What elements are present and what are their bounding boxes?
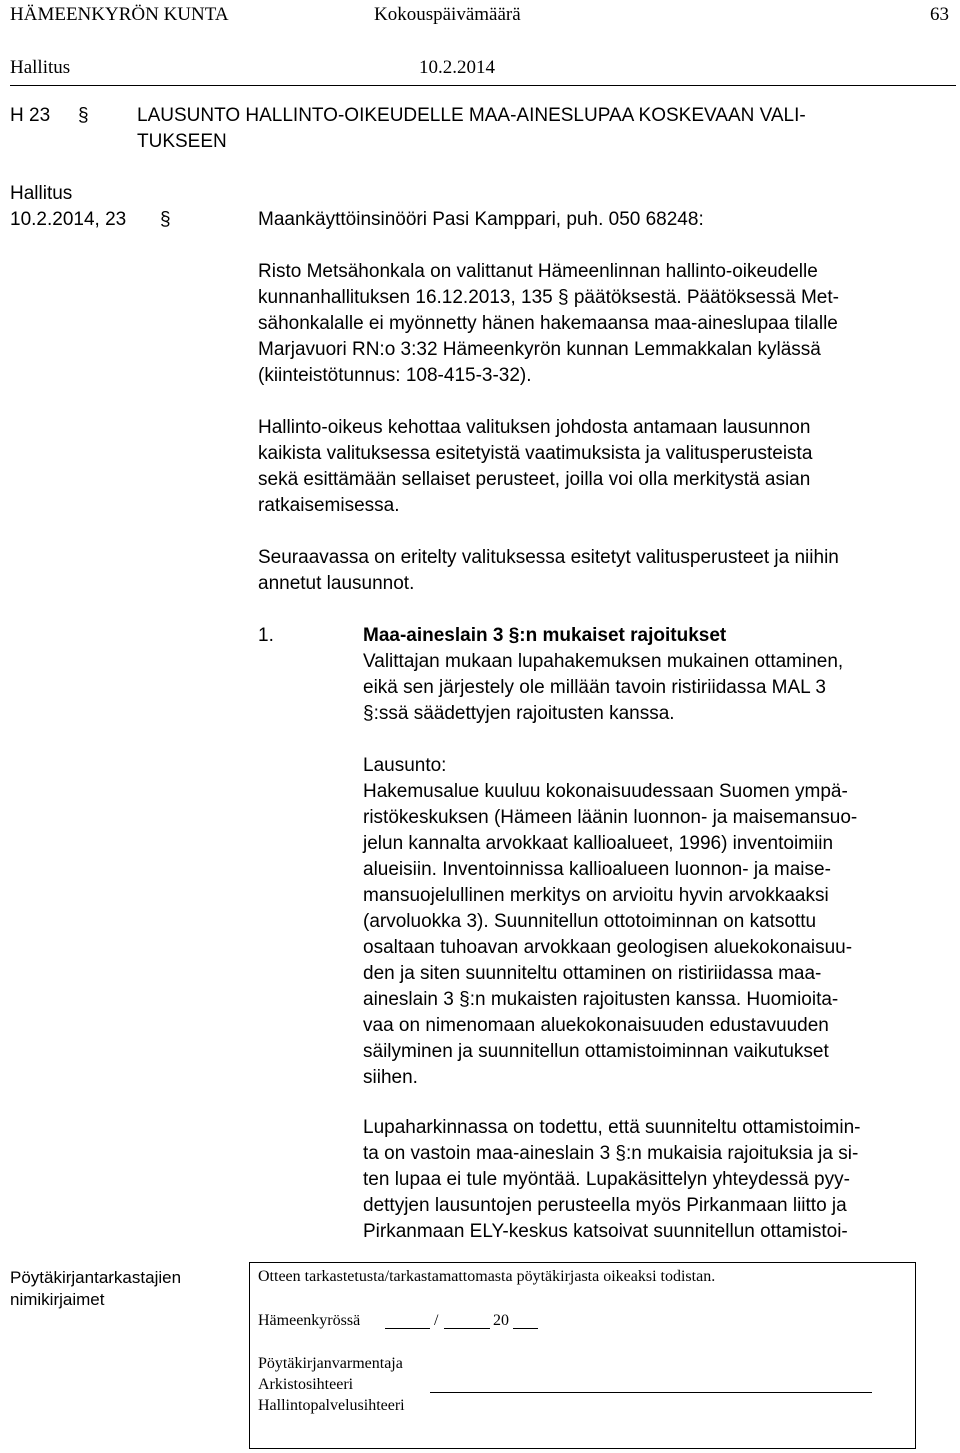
- meeting-date-label: Kokouspäivämäärä: [374, 4, 521, 25]
- section-number: 1.: [258, 625, 274, 646]
- text-line: (arvoluokka 3). Suunnitellun ottotoiminnan on katsottu: [363, 911, 817, 932]
- text-line: den ja siten suunniteltu ottaminen on ristiriidassa maa-: [363, 963, 822, 984]
- statement-text: [363, 779, 857, 1091]
- section-heading: Maa-aineslain 3 §:n mukaiset rajoitukset: [363, 625, 727, 646]
- footer-label-line1: Pöytäkirjantarkastajien: [10, 1268, 182, 1287]
- text-line: Lupaharkinnassa on todettu, että suunniteltu ottamistoimin-: [363, 1117, 861, 1138]
- text-line: Hallinto-oikeus kehottaa valituksen johdosta antamaan lausunnon: [258, 417, 811, 438]
- preparer: Maankäyttöinsinööri Pasi Kamppari, puh. 050 68248:: [258, 209, 704, 230]
- date-slash: /: [434, 1312, 439, 1329]
- year-prefix: 20: [493, 1312, 509, 1329]
- place-label: Hämeenkyrössä: [258, 1312, 361, 1329]
- paragraph-court-request: [258, 415, 812, 519]
- page-number: 63: [930, 4, 949, 25]
- meta-reference: 10.2.2014, 23: [10, 209, 127, 230]
- text-line: §:ssä säädettyjen rajoitusten kanssa.: [363, 703, 675, 724]
- section-claim: [363, 649, 843, 727]
- text-line: ten lupaa ei tule myöntää. Lupakäsittelyn yhteydessä pyy-: [363, 1169, 850, 1190]
- text-line: kunnanhallituksen 16.12.2013, 135 § päätöksestä. Päätöksessä Met-: [258, 287, 839, 308]
- text-line: Seuraavassa on eritelty valituksessa esitetyt valitusperusteet ja niihin: [258, 547, 839, 568]
- item-title-line2: TUKSEEN: [137, 131, 227, 152]
- month-blank-line: [444, 1328, 490, 1329]
- text-line: osaltaan tuhoavan arvokkaan geologisen aluekokonaisuu-: [363, 937, 853, 958]
- text-line: mansuojelullinen merkitys on arvioitu hyvin arvokkaaksi: [363, 885, 829, 906]
- text-line: sähonkalalle ei myönnetty hänen hakemaansa maa-aineslupaa tilalle: [258, 313, 838, 334]
- municipality-name: HÄMEENKYRÖN KUNTA: [10, 4, 229, 25]
- signer-title-1: Pöytäkirjanvarmentaja: [258, 1355, 403, 1372]
- text-line: Pirkanmaan ELY-keskus katsoivat suunnitellun ottamistoi-: [363, 1221, 848, 1242]
- item-code: H 23: [10, 105, 51, 126]
- text-line: Risto Metsähonkala on valittanut Hämeenlinnan hallinto-oikeudelle: [258, 261, 818, 282]
- text-line: säilyminen ja suunnitellun ottamistoiminnan vaikutukset: [363, 1041, 829, 1062]
- item-title-line1: LAUSUNTO HALLINTO-OIKEUDELLE MAA-AINESLUPAA KOSKEVAAN VALI-: [137, 105, 806, 126]
- text-line: Hakemusalue kuuluu kokonaisuudessaan Suomen ympä-: [363, 781, 848, 802]
- text-line: ristökeskuksen (Hämeen läänin luonnon- ja maisemansuo-: [363, 807, 858, 828]
- text-line: Marjavuori RN:o 3:32 Hämeenkyrön kunnan Lemmakkalan kylässä: [258, 339, 821, 360]
- day-blank-line: [385, 1328, 430, 1329]
- text-line: alueisiin. Inventoinnissa kallioalueen luonnon- ja maise-: [363, 859, 831, 880]
- signature-line: [430, 1392, 872, 1393]
- text-line: (kiinteistötunnus: 108-415-3-32).: [258, 365, 532, 386]
- meta-body: Hallitus: [10, 183, 73, 204]
- signer-title-3: Hallintopalvelusihteeri: [258, 1397, 405, 1414]
- text-line: sekä esittämään sellaiset perusteet, joilla voi olla merkitystä asian: [258, 469, 811, 490]
- section-sign-icon: §: [160, 209, 171, 230]
- text-line: dettyjen lausuntojen perusteella myös Pirkanmaan liitto ja: [363, 1195, 847, 1216]
- text-line: ta on vastoin maa-aineslain 3 §:n mukaisia rajoituksia ja si-: [363, 1143, 859, 1164]
- text-line: Valittajan mukaan lupahakemuksen mukainen ottaminen,: [363, 651, 844, 672]
- text-line: eikä sen järjestely ole millään tavoin ristiriidassa MAL 3: [363, 677, 826, 698]
- paragraph-intro: [258, 545, 839, 597]
- text-line: annetut lausunnot.: [258, 573, 415, 594]
- header-body: Hallitus: [10, 57, 71, 78]
- statement-text-continued: [363, 1115, 860, 1245]
- header-date: 10.2.2014: [419, 57, 495, 78]
- year-blank-line: [513, 1328, 538, 1329]
- text-line: vaa on nimenomaan aluekokonaisuuden edustavuuden: [363, 1015, 829, 1036]
- text-line: ratkaisemisessa.: [258, 495, 400, 516]
- text-line: kaikista valituksessa esitetyistä vaatimuksista ja valitusperusteista: [258, 443, 813, 464]
- signer-title-2: Arkistosihteeri: [258, 1376, 354, 1393]
- paragraph-appeal: [258, 259, 839, 389]
- text-line: aineslain 3 §:n mukaisten rajoitusten kanssa. Huomioita-: [363, 989, 839, 1010]
- section-sign-icon: §: [78, 105, 89, 126]
- header-divider: [10, 85, 956, 86]
- footer-label-line2: nimikirjaimet: [10, 1290, 105, 1309]
- text-line: siihen.: [363, 1067, 418, 1088]
- certification-text: Otteen tarkastetusta/tarkastamattomasta pöytäkirjasta oikeaksi todistan.: [258, 1268, 716, 1285]
- statement-label: Lausunto:: [363, 755, 447, 776]
- text-line: jelun kannalta arvokkaat kallioalueet, 1996) inventoimiin: [363, 833, 834, 854]
